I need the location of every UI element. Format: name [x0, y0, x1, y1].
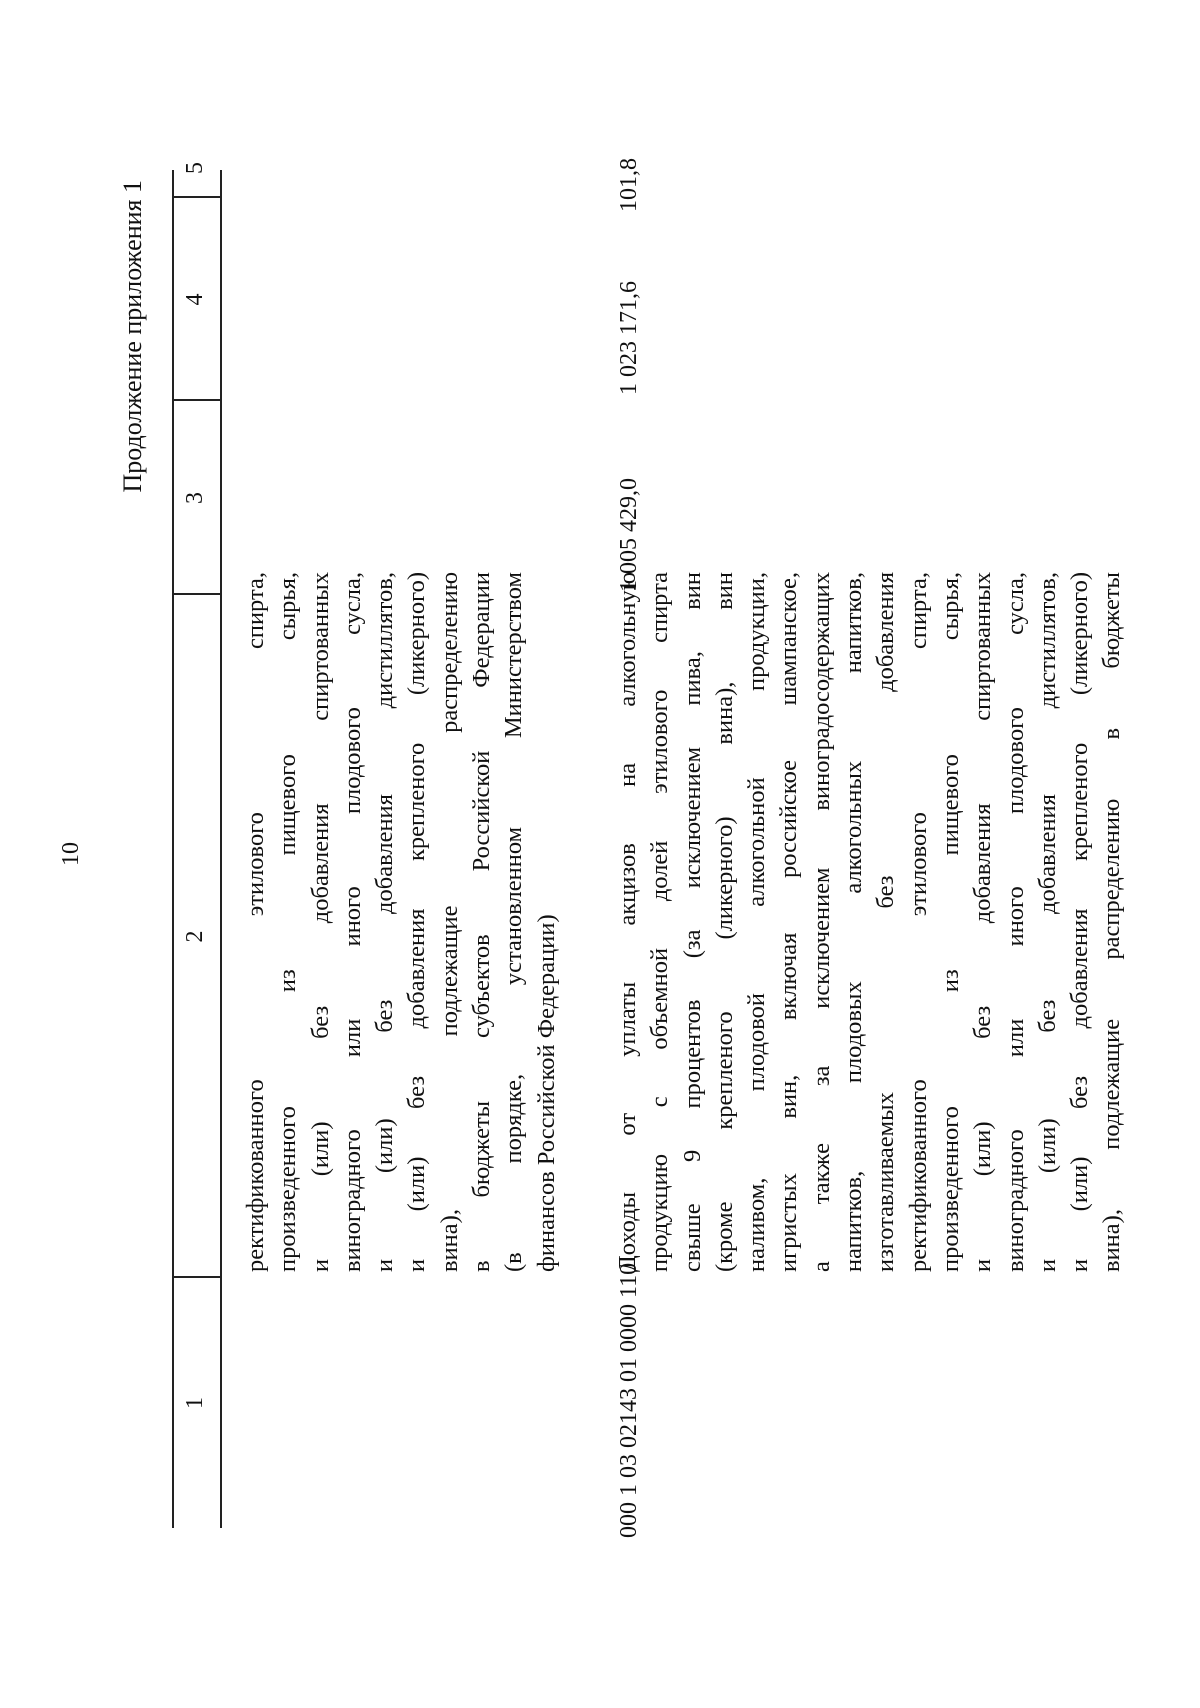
- description-line: ректификованного этилового спирта,: [242, 572, 269, 1272]
- description-line: виноградного или иного плодового сусла,: [338, 572, 366, 1272]
- table-header-bottom-rule: [220, 170, 222, 1528]
- description-line: и (или) без добавления дистиллятов,: [371, 572, 399, 1272]
- table-row-2-value-col4: 1 023 171,6: [616, 281, 642, 395]
- description-line: продукцию с объемной долей этилового спирта: [646, 572, 674, 1272]
- description-line: произведенного из пищевого сырья,: [936, 572, 964, 1272]
- description-line: напитков, плодовых алкогольных напитков,: [840, 572, 868, 1272]
- description-line: и (или) без добавления крепленого (ликерного): [403, 572, 431, 1272]
- description-line: и (или) без добавления спиртованных: [969, 572, 997, 1272]
- column-number-5: 5: [182, 162, 208, 174]
- table-row-2-description: [612, 572, 1129, 1272]
- column-number-2: 2: [182, 930, 208, 943]
- description-line: Доходы от уплаты акцизов на алкогольную: [614, 572, 641, 1272]
- description-line: игристых вин, включая российское шампанское,: [775, 572, 803, 1272]
- continuation-caption: Продолжение приложения 1: [118, 180, 147, 493]
- column-number-3: 3: [182, 492, 208, 504]
- description-line: (кроме крепленого (ликерного) вина), вин: [710, 572, 738, 1272]
- table-row-2-code: 000 1 03 02143 01 0000 110: [616, 1262, 642, 1538]
- column-number-4: 4: [182, 293, 208, 306]
- description-line: (в порядке, установленном Министерством: [500, 572, 528, 1272]
- description-line: свыше 9 процентов (за исключением пива, вин: [678, 572, 706, 1272]
- description-line: вина), подлежащие распределению: [435, 572, 463, 1272]
- description-line: финансов Российской Федерации): [532, 914, 560, 1272]
- description-line: наливом, плодовой алкогольной продукции,: [743, 572, 771, 1272]
- column-number-1: 1: [182, 1397, 208, 1409]
- table-row-2-value-col5: 101,8: [616, 158, 642, 212]
- description-line: виноградного или иного плодового сусла,: [1001, 572, 1029, 1272]
- table-row-1-description: [240, 572, 563, 1272]
- description-line: и (или) без добавления крепленого (ликерного): [1066, 572, 1094, 1272]
- description-line: и (или) без добавления спиртованных: [306, 572, 334, 1272]
- description-line: и (или) без добавления дистиллятов,: [1033, 572, 1061, 1272]
- description-line: в бюджеты субъектов Российской Федерации: [468, 572, 496, 1272]
- table-top-rule: [172, 170, 174, 1528]
- description-line: произведенного из пищевого сырья,: [274, 572, 302, 1272]
- description-line: вина), подлежащие распределению в бюджеты: [1098, 572, 1126, 1272]
- description-line: изготавливаемых без добавления: [872, 572, 900, 1272]
- description-line: ректификованного этилового спирта,: [904, 572, 932, 1272]
- page-number: 10: [58, 842, 84, 866]
- description-line: а также за исключением виноградосодержащих: [807, 572, 835, 1272]
- table-row-2-value-col3: 1 005 429,0: [616, 478, 642, 592]
